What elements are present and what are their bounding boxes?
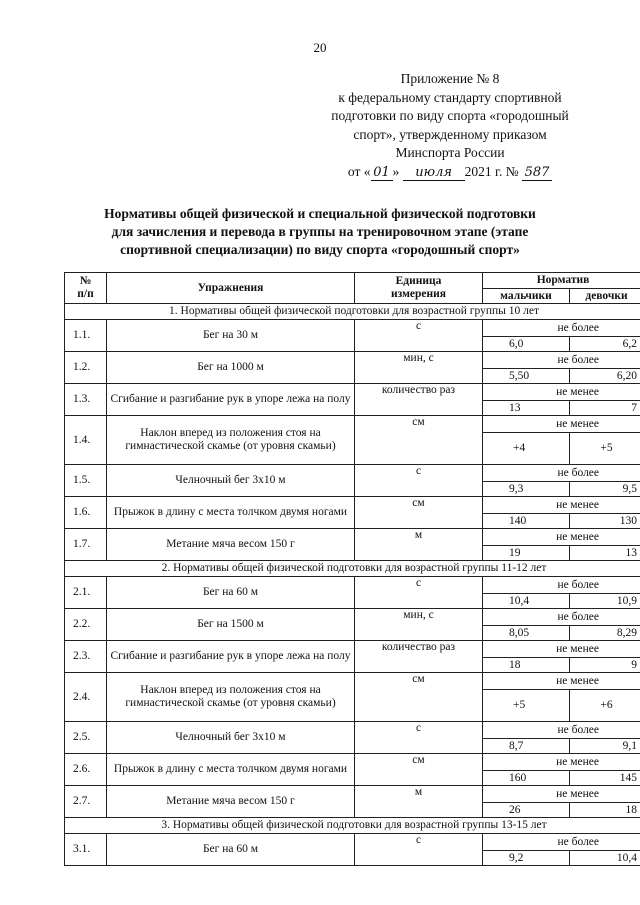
row-boys-value: 19 xyxy=(483,546,570,561)
table-row xyxy=(65,577,640,594)
date-prefix: от « xyxy=(347,163,371,179)
row-girls-value: +6 xyxy=(570,690,640,722)
row-boys-value: 140 xyxy=(483,514,570,529)
row-number: 1.3. xyxy=(65,384,107,416)
date-mid: » xyxy=(392,163,400,179)
table-row xyxy=(65,497,640,514)
row-boys-value: 26 xyxy=(483,803,570,818)
appendix-date-line xyxy=(300,163,600,182)
row-number: 2.1. xyxy=(65,577,107,609)
row-unit: см xyxy=(355,497,483,529)
row-girls-value: 9,5 xyxy=(570,482,640,497)
row-number: 2.3. xyxy=(65,641,107,673)
row-exercise: Сгибание и разгибание рук в упоре лежа на полу xyxy=(107,384,355,416)
row-boys-value: +5 xyxy=(483,690,570,722)
table-row xyxy=(65,609,640,626)
row-unit: м xyxy=(355,786,483,818)
row-girls-value: 7 xyxy=(570,401,640,416)
title-line: Нормативы общей физической и специальной физической подготовки xyxy=(104,206,536,221)
section-title: 2. Нормативы общей физической подготовки для возрастной группы 11-12 лет xyxy=(65,561,640,577)
section-row xyxy=(65,304,640,320)
header-unit-line1: Единица xyxy=(395,275,442,287)
table-row xyxy=(65,673,640,690)
row-unit: см xyxy=(355,673,483,722)
row-girls-value: 9,1 xyxy=(570,739,640,754)
row-boys-value: 9,2 xyxy=(483,851,570,866)
row-girls-value: 6,2 xyxy=(570,337,640,352)
table-row xyxy=(65,384,640,401)
handwritten-month: июля xyxy=(403,166,465,181)
table-row xyxy=(65,754,640,771)
header-num xyxy=(65,273,107,304)
header-num-line1: № xyxy=(79,275,92,287)
row-number: 1.2. xyxy=(65,352,107,384)
row-unit: мин, с xyxy=(355,609,483,641)
row-condition: не менее xyxy=(483,416,640,433)
row-girls-value: +5 xyxy=(570,433,640,465)
table-row xyxy=(65,722,640,739)
row-unit: с xyxy=(355,834,483,866)
date-year: 2021 г. № xyxy=(464,163,519,179)
row-girls-value: 8,29 xyxy=(570,626,640,641)
row-girls-value: 9 xyxy=(570,658,640,673)
table-row xyxy=(65,641,640,658)
row-condition: не более xyxy=(483,722,640,739)
row-number: 1.6. xyxy=(65,497,107,529)
section-title: 1. Нормативы общей физической подготовки для возрастной группы 10 лет xyxy=(65,304,640,320)
row-condition: не менее xyxy=(483,786,640,803)
row-exercise: Метание мяча весом 150 г xyxy=(107,786,355,818)
row-number: 2.5. xyxy=(65,722,107,754)
header-boys: мальчики xyxy=(483,289,570,304)
row-condition: не менее xyxy=(483,641,640,658)
header-norm: Норматив xyxy=(483,273,640,289)
title-line: спортивной специализации) по виду спорта «городошный спорт» xyxy=(120,242,520,257)
row-condition: не более xyxy=(483,320,640,337)
handwritten-number: 587 xyxy=(522,166,552,181)
row-unit: с xyxy=(355,722,483,754)
row-condition: не более xyxy=(483,834,640,851)
row-unit: см xyxy=(355,754,483,786)
row-condition: не менее xyxy=(483,673,640,690)
row-condition: не менее xyxy=(483,754,640,771)
row-unit: м xyxy=(355,529,483,561)
row-exercise: Челночный бег 3х10 м xyxy=(107,722,355,754)
row-exercise: Сгибание и разгибание рук в упоре лежа на полу xyxy=(107,641,355,673)
header-num-line2: п/п xyxy=(77,288,94,300)
row-boys-value: 13 xyxy=(483,401,570,416)
row-unit: см xyxy=(355,416,483,465)
row-condition: не менее xyxy=(483,497,640,514)
table-row xyxy=(65,320,640,337)
row-exercise: Бег на 1000 м xyxy=(107,352,355,384)
table-row xyxy=(65,352,640,369)
row-number: 1.1. xyxy=(65,320,107,352)
row-exercise: Бег на 60 м xyxy=(107,834,355,866)
section-title: 3. Нормативы общей физической подготовки для возрастной группы 13-15 лет xyxy=(65,818,640,834)
row-girls-value: 130 xyxy=(570,514,640,529)
row-boys-value: 8,7 xyxy=(483,739,570,754)
appendix-line: Минспорта России xyxy=(395,145,505,160)
row-boys-value: 9,3 xyxy=(483,482,570,497)
table-row xyxy=(65,465,640,482)
row-condition: не более xyxy=(483,352,640,369)
row-number: 2.6. xyxy=(65,754,107,786)
row-condition: не менее xyxy=(483,529,640,546)
appendix-header xyxy=(300,70,600,181)
row-number: 1.4. xyxy=(65,416,107,465)
row-girls-value: 13 xyxy=(570,546,640,561)
row-condition: не более xyxy=(483,577,640,594)
section-row xyxy=(65,818,640,834)
table-row xyxy=(65,786,640,803)
row-girls-value: 10,4 xyxy=(570,851,640,866)
row-boys-value: 18 xyxy=(483,658,570,673)
row-boys-value: 5,50 xyxy=(483,369,570,384)
appendix-line: спорт», утвержденному приказом xyxy=(353,126,547,142)
row-exercise: Бег на 60 м xyxy=(107,577,355,609)
row-boys-value: 8,05 xyxy=(483,626,570,641)
row-unit: количество раз xyxy=(355,384,483,416)
table-row xyxy=(65,416,640,433)
row-girls-value: 18 xyxy=(570,803,640,818)
row-exercise: Бег на 30 м xyxy=(107,320,355,352)
appendix-title: Приложение № 8 xyxy=(400,71,500,86)
row-girls-value: 10,9 xyxy=(570,594,640,609)
row-exercise: Бег на 1500 м xyxy=(107,609,355,641)
row-number: 1.7. xyxy=(65,529,107,561)
row-number: 1.5. xyxy=(65,465,107,497)
row-exercise: Прыжок в длину с места толчком двумя ногами xyxy=(107,497,355,529)
header-girls: девочки xyxy=(570,289,640,304)
row-unit: с xyxy=(355,577,483,609)
handwritten-day: 01 xyxy=(371,166,393,181)
row-exercise: Метание мяча весом 150 г xyxy=(107,529,355,561)
appendix-line: подготовки по виду спорта «городошный xyxy=(331,108,569,123)
title-line: для зачисления и перевода в группы на тренировочном этапе (этапе xyxy=(111,224,529,239)
row-girls-value: 6,20 xyxy=(570,369,640,384)
row-unit: с xyxy=(355,320,483,352)
header-row xyxy=(65,273,640,289)
row-unit: мин, с xyxy=(355,352,483,384)
page-number: 20 xyxy=(313,40,327,55)
row-condition: не более xyxy=(483,465,640,482)
row-boys-value: 6,0 xyxy=(483,337,570,352)
row-condition: не более xyxy=(483,609,640,626)
table-row xyxy=(65,834,640,851)
header-unit-line2: измерения xyxy=(391,288,446,300)
table-row xyxy=(65,529,640,546)
document-title xyxy=(70,205,570,259)
row-exercise: Челночный бег 3х10 м xyxy=(107,465,355,497)
row-condition: не менее xyxy=(483,384,640,401)
row-number: 3.1. xyxy=(65,834,107,866)
row-number: 2.2. xyxy=(65,609,107,641)
row-unit: количество раз xyxy=(355,641,483,673)
row-number: 2.7. xyxy=(65,786,107,818)
row-boys-value: 160 xyxy=(483,771,570,786)
section-row xyxy=(65,561,640,577)
row-girls-value: 145 xyxy=(570,771,640,786)
appendix-line: к федеральному стандарту спортивной xyxy=(338,89,562,105)
row-boys-value: +4 xyxy=(483,433,570,465)
header-unit xyxy=(355,273,483,304)
header-exercises: Упражнения xyxy=(107,273,355,304)
row-number: 2.4. xyxy=(65,673,107,722)
standards-table xyxy=(64,272,640,866)
row-exercise: Прыжок в длину с места толчком двумя ногами xyxy=(107,754,355,786)
row-boys-value: 10,4 xyxy=(483,594,570,609)
row-unit: с xyxy=(355,465,483,497)
row-exercise: Наклон вперед из положения стоя на гимнастической скамье (от уровня скамьи) xyxy=(107,673,355,722)
row-exercise: Наклон вперед из положения стоя на гимнастической скамье (от уровня скамьи) xyxy=(107,416,355,465)
